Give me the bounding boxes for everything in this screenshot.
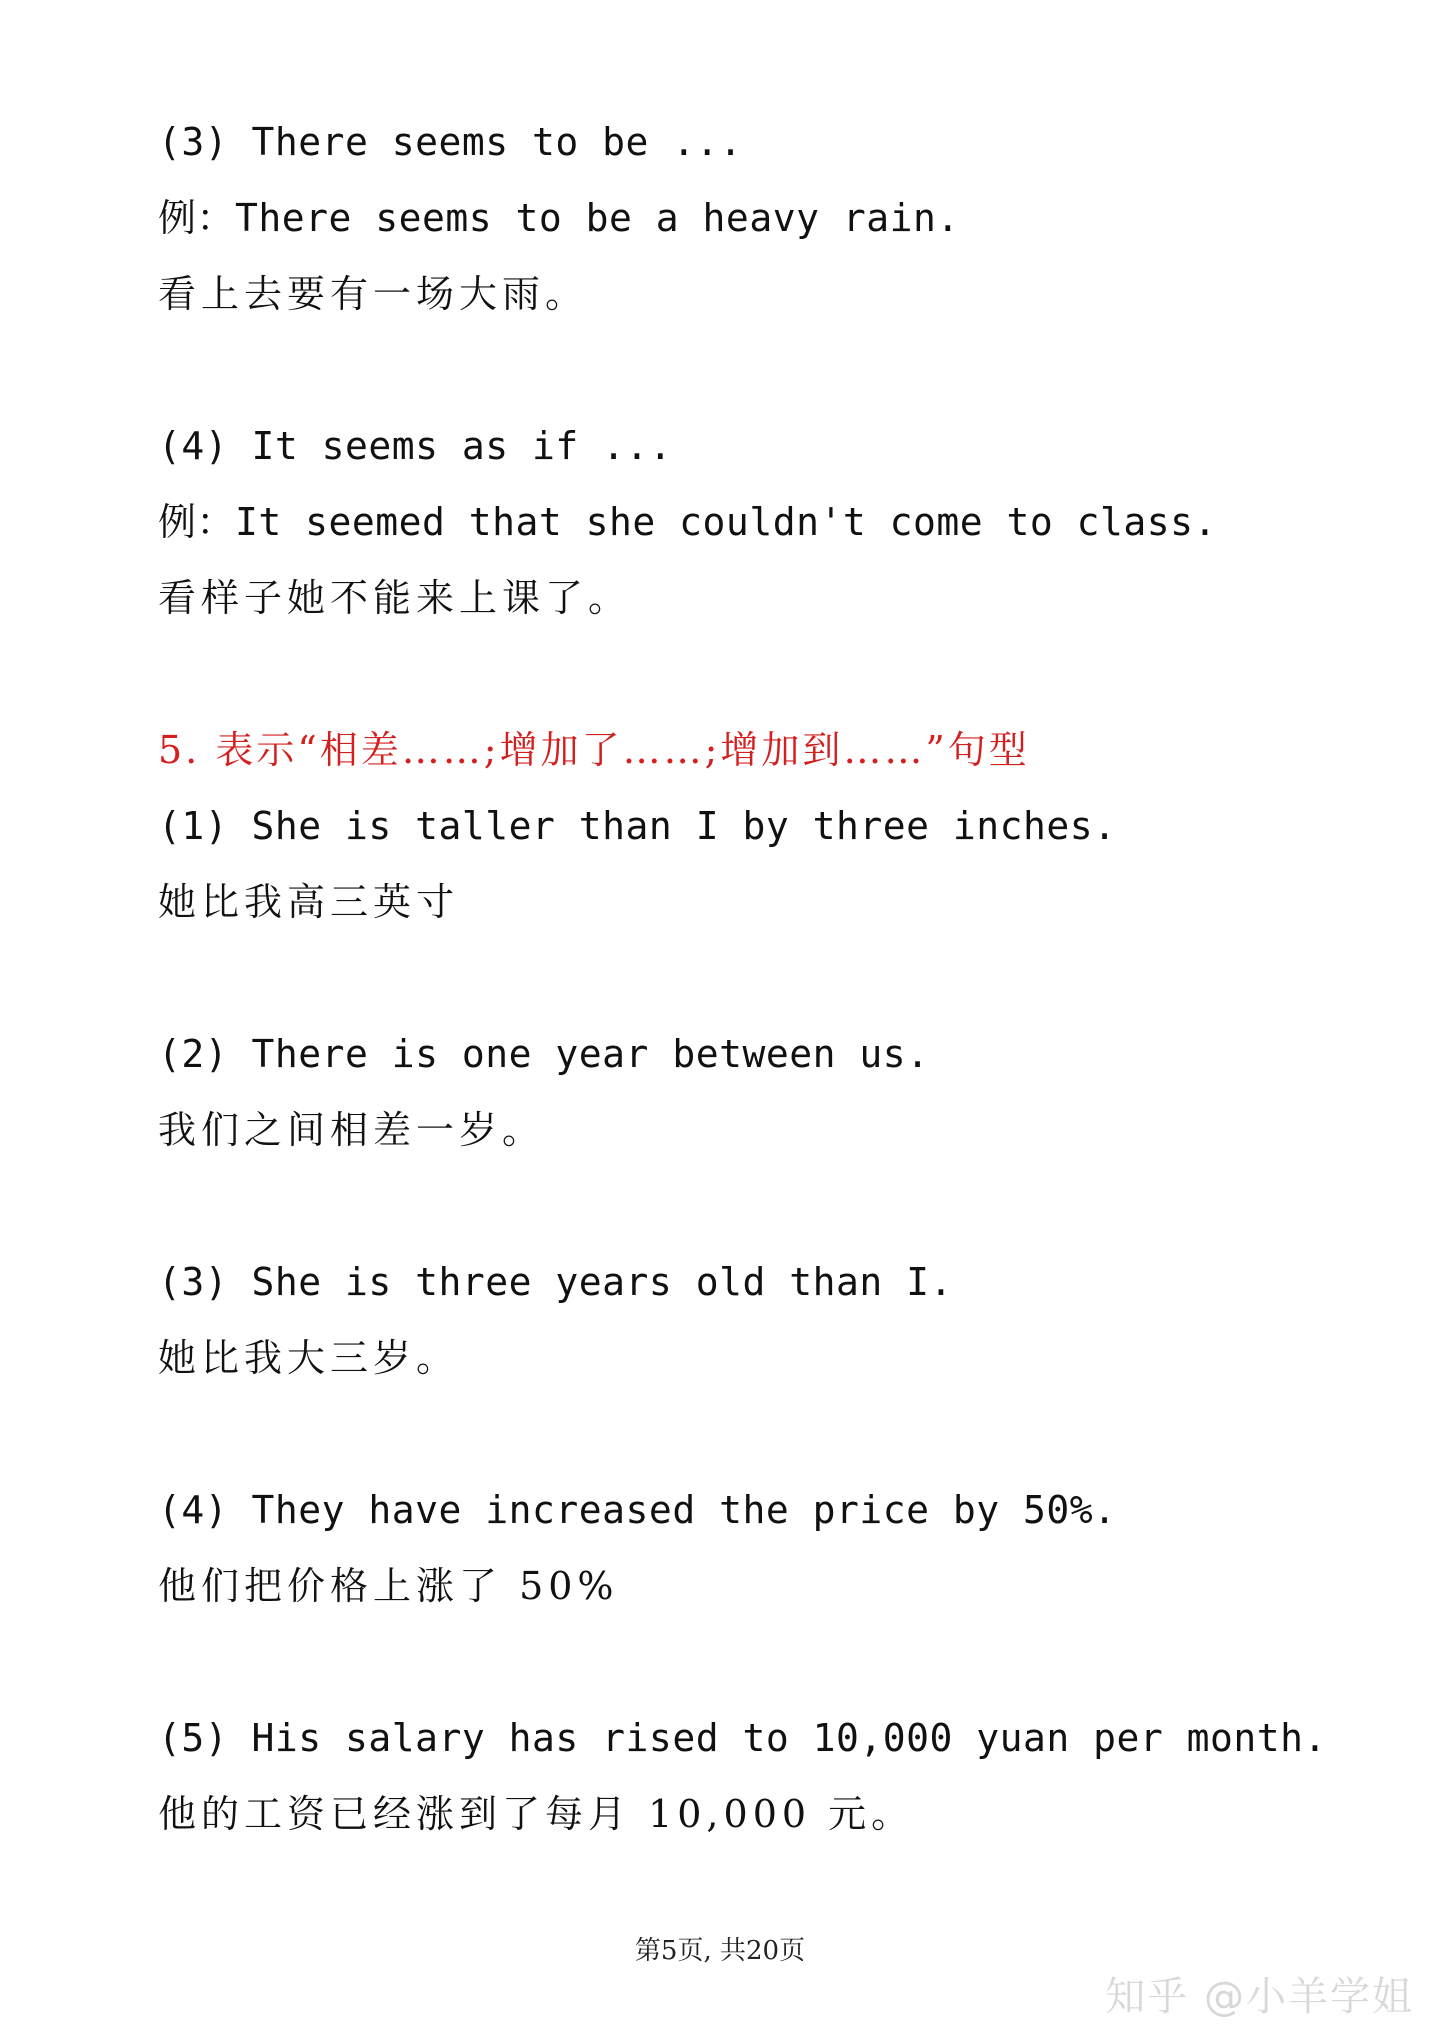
example-sentence-3: (3) She is three years old than I.	[158, 1260, 953, 1304]
example-sentence-1: (1) She is taller than I by three inches.	[158, 804, 1117, 848]
example-sentence-4: (4) They have increased the price by 50%.	[158, 1488, 1117, 1532]
zhihu-watermark: 知乎 @小羊学姐	[1105, 1974, 1414, 2020]
chinese-translation: 他的工资已经涨到了每月 10,000 元。	[158, 1792, 915, 1836]
section-heading: 5. 表示“相差……;增加了……;增加到……”句型	[158, 728, 1030, 772]
page-number-footer: 第5页, 共20页	[634, 1936, 806, 1966]
chinese-translation: 我们之间相差一岁。	[158, 1108, 546, 1152]
example-sentence-5: (5) His salary has rised to 10,000 yuan per month.	[158, 1716, 1327, 1760]
example-sentence: 例：It seemed that she couldn't come to class.	[158, 500, 1217, 544]
chinese-translation: 他们把价格上涨了 50%	[158, 1564, 619, 1608]
example-sentence: 例：There seems to be a heavy rain.	[158, 196, 960, 240]
chinese-translation: 看样子她不能来上课了。	[158, 576, 632, 620]
chinese-translation: 她比我大三岁。	[158, 1336, 460, 1380]
example-heading-3: (3) There seems to be ...	[158, 120, 743, 164]
example-heading-4: (4) It seems as if ...	[158, 424, 673, 468]
example-sentence-2: (2) There is one year between us.	[158, 1032, 930, 1076]
chinese-translation: 她比我高三英寸	[158, 880, 460, 924]
chinese-translation: 看上去要有一场大雨。	[158, 272, 589, 316]
